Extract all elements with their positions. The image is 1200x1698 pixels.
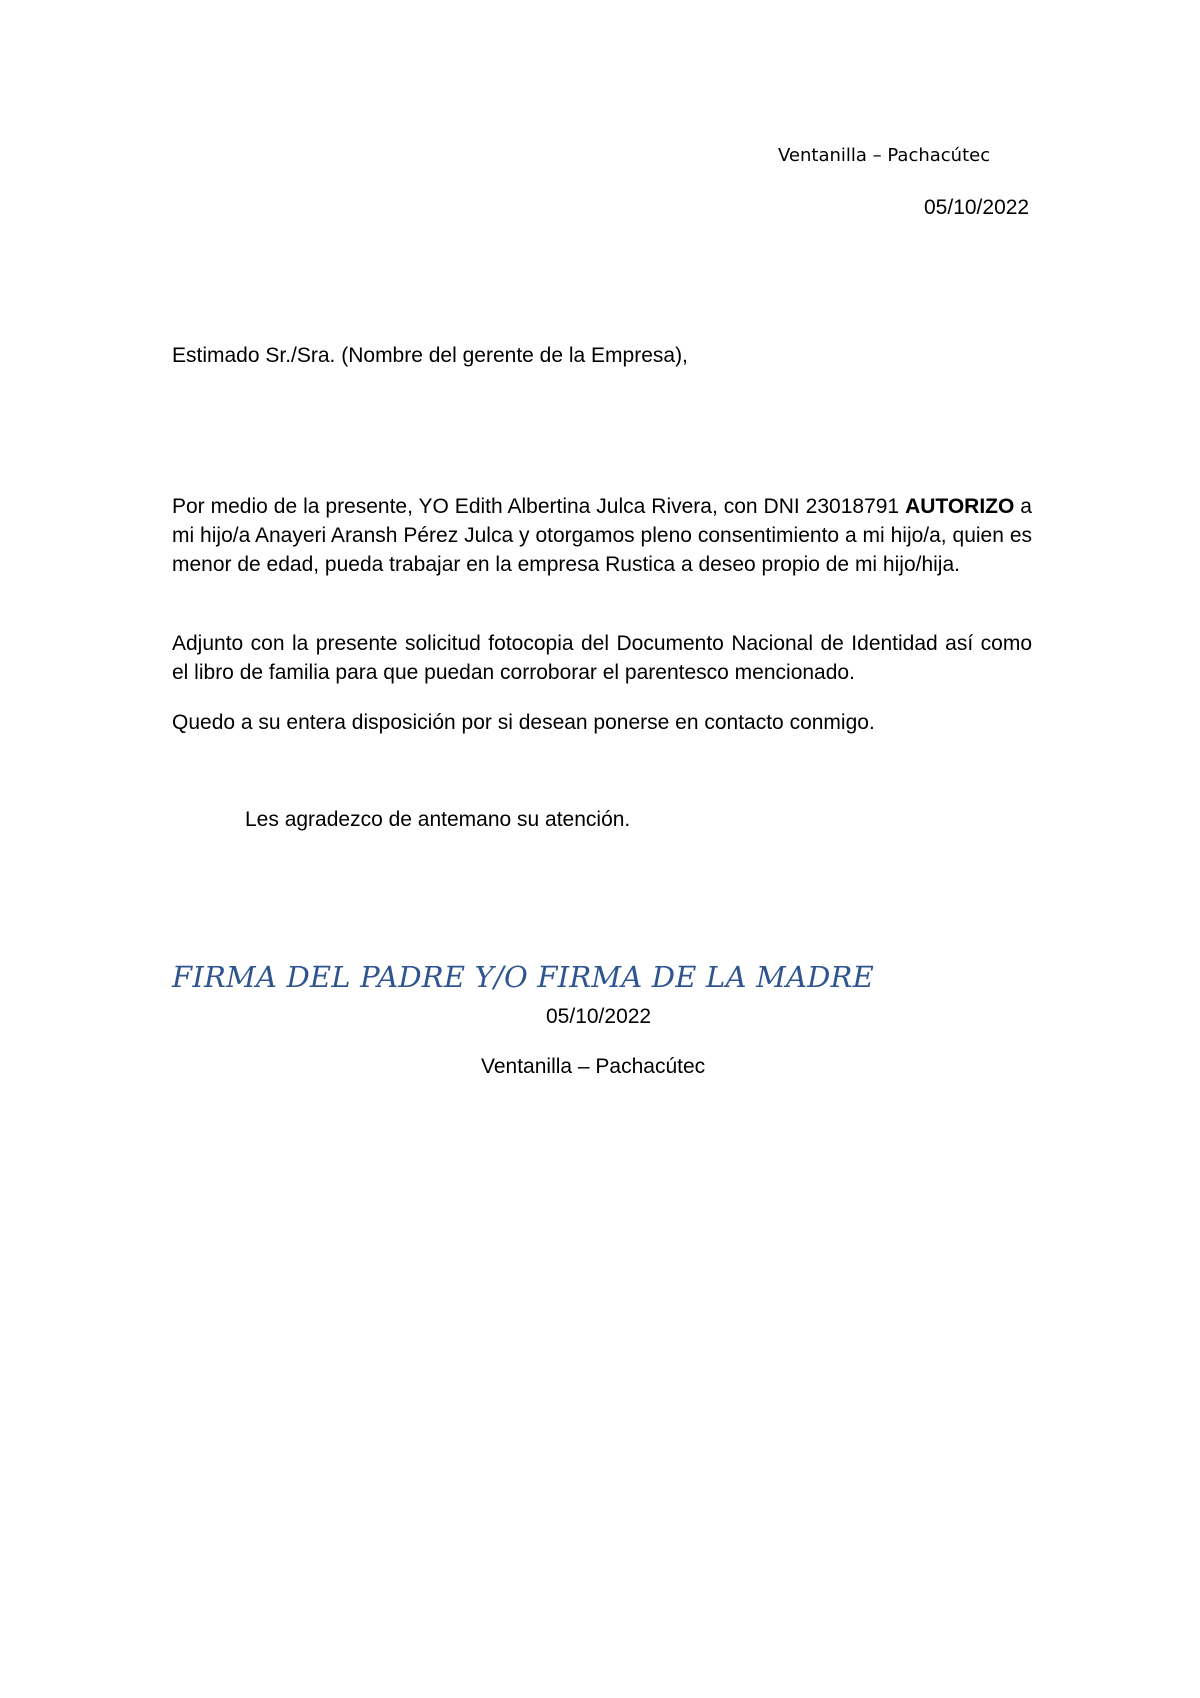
closing-line: Les agradezco de antemano su atención. xyxy=(245,808,631,831)
header-place: Ventanilla – Pachacútec xyxy=(778,145,991,166)
signature-date: 05/10/2022 xyxy=(546,1005,652,1028)
body-paragraph-attachments: Adjunto con la presente solicitud fotocopia del Documento Nacional de Identidad así como el libro de familia para que puedan corroborar el parentesco mencionado. xyxy=(172,632,1032,684)
body-paragraph-authorization xyxy=(172,492,1032,579)
signature-label: FIRMA DEL PADRE Y/O FIRMA DE LA MADRE xyxy=(172,960,874,994)
greeting: Estimado Sr./Sra. (Nombre del gerente de la Empresa), xyxy=(172,344,688,367)
authorization-intro: Por medio de la presente, YO Edith Albertina Julca Rivera, con DNI 23018791 xyxy=(172,495,900,518)
header-date: 05/10/2022 xyxy=(924,196,1030,219)
body-paragraph-availability: Quedo a su entera disposición por si desean ponerse en contacto conmigo. xyxy=(172,711,875,734)
authorization-details: a mi hijo/a Anayeri Aransh Pérez Julca y otorgamos pleno consentimiento a mi hijo/a, quien es menor de edad, pueda trabajar en la empresa Rustica a deseo propio de mi hijo/hija. xyxy=(172,495,1032,576)
authorization-keyword: AUTORIZO xyxy=(905,495,1015,518)
signature-place: Ventanilla – Pachacútec xyxy=(481,1055,706,1078)
